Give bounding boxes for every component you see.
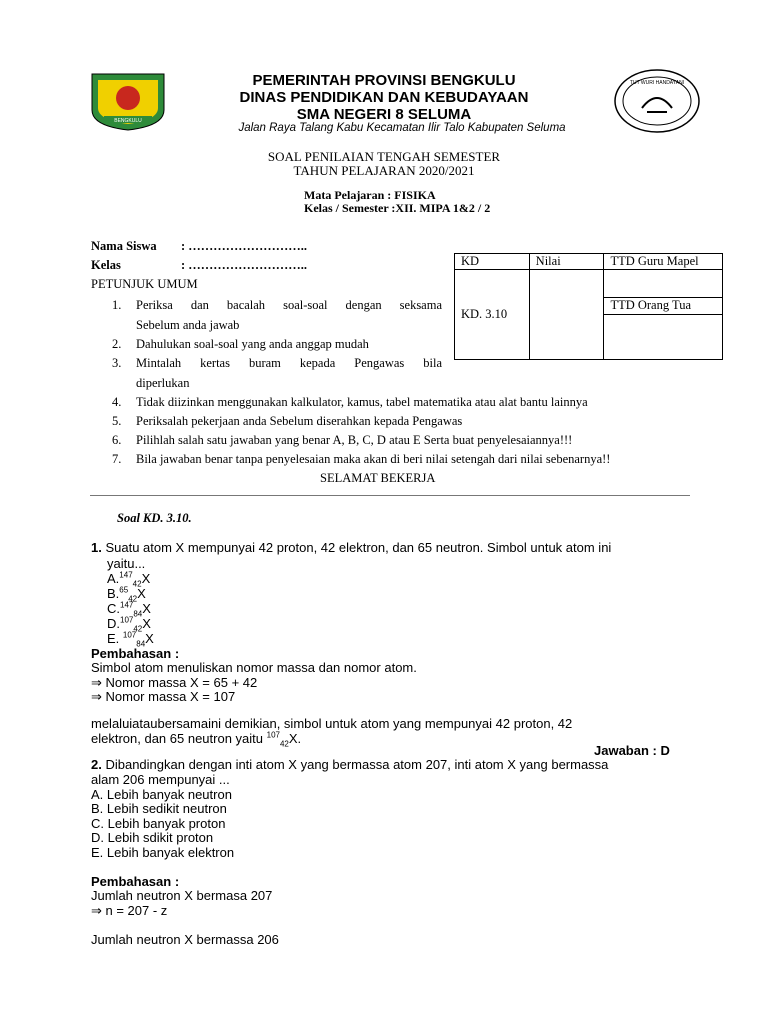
instruction-4 — [112, 395, 632, 413]
selamat-bekerja: SELAMAT BEKERJA — [320, 471, 436, 485]
q1-text — [91, 540, 711, 555]
option-symbol: X — [142, 601, 151, 616]
option-label: D. — [107, 616, 120, 631]
header-line1: PEMERINTAH PROVINSI BENGKULU — [252, 72, 516, 89]
q1-jawaban: Jawaban : D — [594, 743, 670, 758]
instruction-1 — [112, 298, 442, 338]
header-address: Jalan Raya Talang Kabu Kecamatan Ilir Talo Kabupaten Seluma — [238, 122, 566, 134]
option-label: C. — [107, 601, 120, 616]
q1-pembahasan: Pembahasan : — [91, 646, 180, 661]
option-symbol: X — [141, 571, 151, 586]
kd-header: KD — [455, 254, 530, 270]
option-mass: 147 — [119, 570, 133, 580]
instruction-number: 7. — [112, 452, 122, 466]
instruction-number: 2. — [112, 337, 122, 351]
svg-text:BENGKULU: BENGKULU — [114, 118, 142, 124]
q2-p3: Jumlah neutron X bermassa 206 — [91, 932, 279, 947]
option-atomic: 42 — [133, 624, 143, 634]
header-line2: DINAS PENDIDIKAN DAN KEBUDAYAAN — [239, 89, 529, 106]
q2-number: 2. — [91, 757, 102, 772]
option-mass: 147 — [120, 600, 134, 610]
q1-p5-symbol: X. — [288, 731, 302, 746]
instruction-number: 4. — [112, 395, 122, 409]
option-mass: 65 — [119, 585, 129, 595]
q1-stem: Suatu atom X mempunyai 42 proton, 42 elektron, dan 65 neutron. Simbol untuk atom ini — [101, 540, 612, 555]
q2-option-e: E. Lebih banyak elektron — [91, 845, 235, 860]
instruction-5 — [112, 414, 632, 432]
q1-number: 1. — [91, 540, 102, 555]
option-label: A. — [107, 571, 120, 586]
instruction-number: 1. — [112, 298, 122, 312]
q1-text2: yaitu... — [107, 556, 146, 571]
kd-value-text: KD. 3.10 — [461, 307, 508, 321]
q1-option-d — [107, 615, 151, 634]
q1-option-b — [107, 585, 146, 604]
nama-label: Nama Siswa — [91, 239, 157, 253]
instruction-number: 3. — [112, 356, 122, 370]
q2-stem: Dibandingkan dengan inti atom X yang bermassa atom 207, inti atom X yang bermassa — [101, 757, 609, 772]
q1-p4: melaluiataubersamaini demikian, simbol untuk atom yang mempunyai 42 proton, 42 — [91, 716, 573, 731]
instruction-number: 5. — [112, 414, 122, 428]
instruction-text: Pilihlah salah satu jawaban yang benar A, B, C, D atau E Serta buat penyelesaiannya!!! — [136, 433, 573, 447]
option-atomic: 42 — [128, 594, 138, 604]
instruction-text: Dahulukan soal-soal yang anda anggap mudah — [136, 337, 369, 351]
option-mass: 107 — [120, 615, 134, 625]
q2-option-d: D. Lebih sdikit proton — [91, 830, 214, 845]
q1-p5-atomic: 42 — [279, 739, 289, 749]
svg-text:TUT WURI HANDAYANI: TUT WURI HANDAYANI — [629, 80, 685, 86]
class-info: Kelas / Semester :XII. MIPA 1&2 / 2 — [304, 201, 491, 215]
ortu-label: TTD Orang Tua — [604, 298, 722, 315]
option-atomic: 84 — [133, 609, 143, 619]
q2-option-c: C. Lebih banyak proton — [91, 816, 226, 831]
nilai-header: Nilai — [529, 254, 604, 270]
header-line3: SMA NEGERI 8 SELUMA — [296, 106, 472, 123]
option-label: B. — [107, 586, 120, 601]
q2-text2: alam 206 mempunyai ... — [91, 772, 230, 787]
q2-pembahasan: Pembahasan : — [91, 874, 180, 889]
instruction-text: Tidak diizinkan menggunakan kalkulator, kamus, tabel matematika atau alat bantu lainnya — [136, 395, 588, 409]
q1-option-a — [107, 570, 151, 589]
subject-info: Mata Pelajaran : FISIKA — [304, 188, 436, 202]
instruction-text: Periksa dan bacalah soal-soal dengan seksama — [136, 298, 442, 312]
instruction-text: Periksalah pekerjaan anda Sebelum diserahkan kepada Pengawas — [136, 414, 463, 428]
exam-year: TAHUN PELAJARAN 2020/2021 — [293, 163, 475, 178]
nama-value: : ……………………….. — [181, 239, 308, 253]
q1-p3: ⇒ Nomor massa X = 107 — [91, 689, 236, 704]
q1-p2: ⇒ Nomor massa X = 65 + 42 — [91, 675, 258, 690]
q2-p2: ⇒ n = 207 - z — [91, 903, 168, 918]
guru-header: TTD Guru Mapel — [604, 254, 723, 270]
guru-sign-cell[interactable] — [604, 270, 723, 298]
instruction-2 — [112, 337, 632, 355]
instruction-3 — [112, 356, 442, 396]
soal-heading: Soal KD. 3.10. — [117, 511, 192, 525]
option-symbol: X — [142, 616, 151, 631]
instruction-text-cont: Sebelum anda jawab — [136, 318, 240, 332]
divider — [90, 495, 690, 496]
kelas-value: : ……………………….. — [181, 258, 308, 272]
q1-option-e — [107, 630, 154, 649]
petunjuk-heading: PETUNJUK UMUM — [91, 277, 198, 291]
instruction-number: 6. — [112, 433, 122, 447]
q1-p1: Simbol atom menuliskan nomor massa dan nomor atom. — [91, 660, 417, 675]
q2-text — [91, 757, 711, 772]
q1-p5-mass: 107 — [266, 730, 280, 740]
q1-p5 — [91, 730, 302, 749]
exam-title: SOAL PENILAIAN TENGAH SEMESTER — [267, 149, 501, 164]
instruction-6 — [112, 433, 632, 451]
q1-option-c — [107, 600, 151, 619]
instruction-text: Bila jawaban benar tanpa penyelesaian maka akan di beri nilai setengah dari nilai sebenarnya!! — [136, 452, 611, 466]
option-atomic: 84 — [136, 639, 146, 649]
option-symbol: X — [137, 586, 146, 601]
instruction-text-cont: diperlukan — [136, 376, 190, 390]
q2-option-b: B. Lebih sedikit neutron — [91, 801, 227, 816]
option-mass: 107 — [122, 630, 137, 640]
q2-option-a: A. Lebih banyak neutron — [91, 787, 232, 802]
instruction-text: Mintalah kertas buram kepada Pengawas bila — [136, 356, 442, 370]
q1-p5-text: elektron, dan 65 neutron yaitu — [91, 731, 267, 746]
option-label: E. — [107, 631, 123, 646]
q2-p1: Jumlah neutron X bermasa 207 — [91, 888, 273, 903]
option-atomic: 42 — [132, 579, 142, 589]
instruction-7 — [112, 452, 632, 470]
option-symbol: X — [145, 631, 154, 646]
kelas-label: Kelas — [91, 258, 121, 272]
